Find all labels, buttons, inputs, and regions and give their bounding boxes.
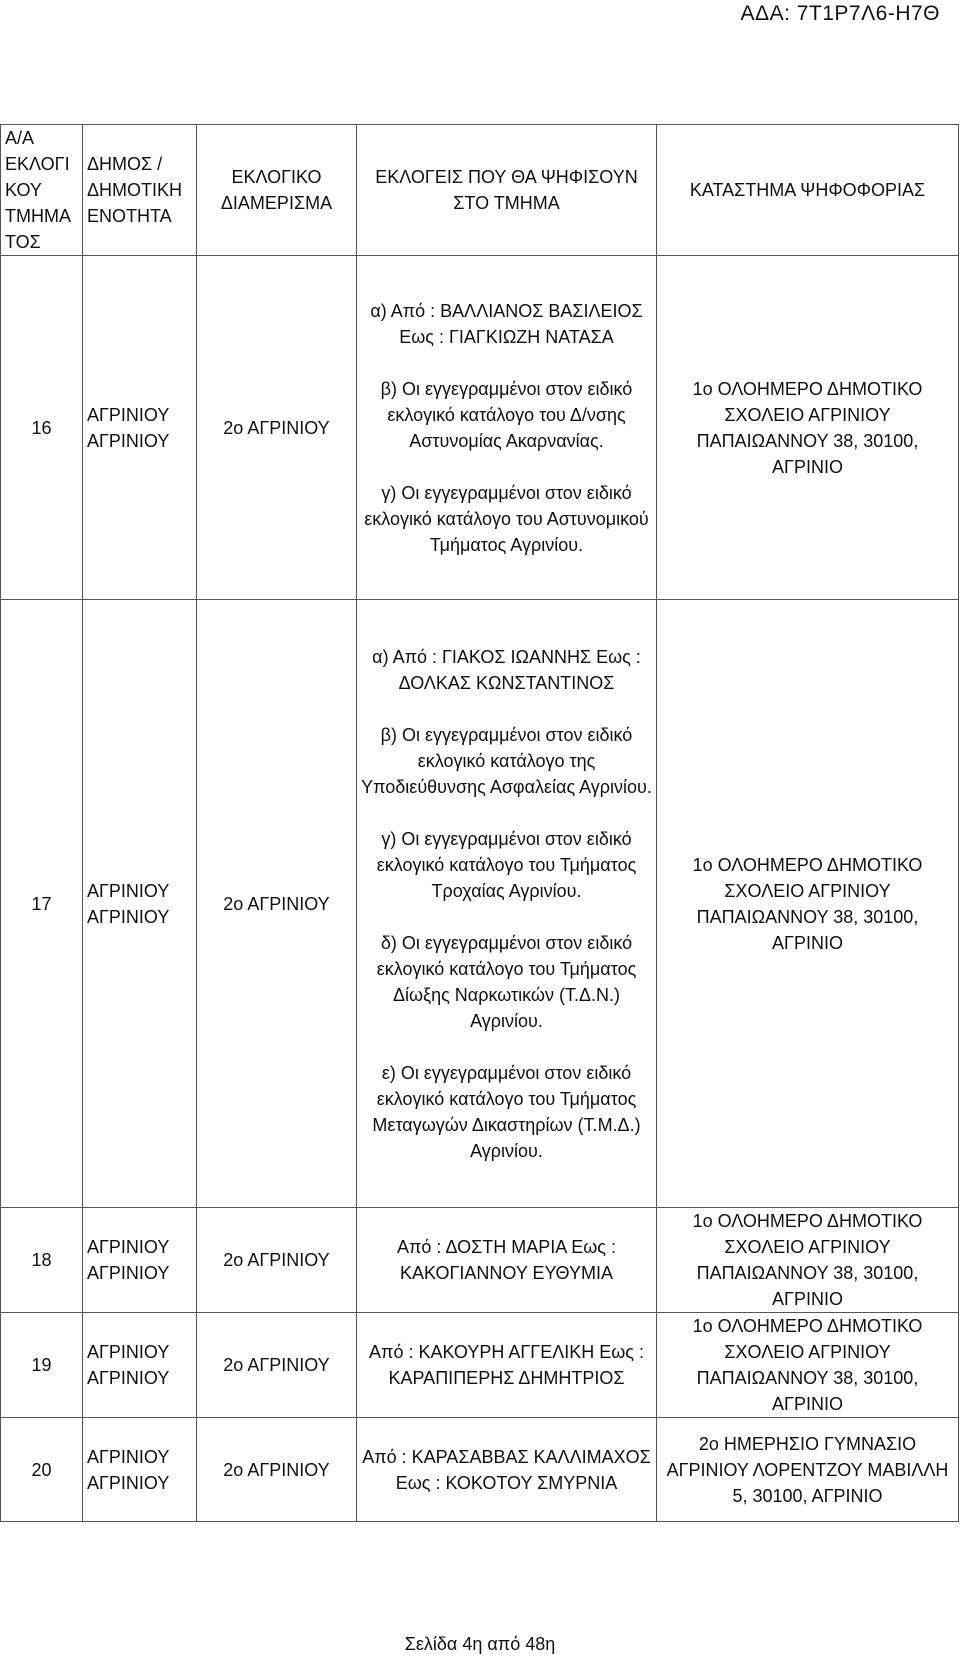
row-number: 19 [1, 1313, 83, 1418]
row-municipality: ΑΓΡΙΝΙΟΥ ΑΓΡΙΝΙΟΥ [83, 600, 197, 1208]
row-polling-station: 2ο ΗΜΕΡΗΣΙΟ ΓΥΜΝΑΣΙΟ ΑΓΡΙΝΙΟΥ ΛΟΡΕΝΤΖΟΥ ΜΑΒΙΛΛΗ 5, 30100, ΑΓΡΙΝΙΟ [657, 1418, 959, 1522]
table-row [1, 600, 959, 1208]
row-number: 18 [1, 1208, 83, 1313]
header-polling-station: ΚΑΤΑΣΤΗΜΑ ΨΗΦΟΦΟΡΙΑΣ [657, 125, 959, 256]
header-voters: ΕΚΛΟΓΕΙΣ ΠΟΥ ΘΑ ΨΗΦΙΣΟΥΝ ΣΤΟ ΤΜΗΜΑ [357, 125, 657, 256]
voter-group: γ) Οι εγγεγραμμένοι στον ειδικό εκλογικό κατάλογο του Τμήματος Τροχαίας Αγρινίου. [376, 828, 637, 901]
table-row [1, 1418, 959, 1522]
row-voters [357, 600, 657, 1208]
row-district: 2ο ΑΓΡΙΝΙΟΥ [197, 1418, 357, 1522]
row-district: 2ο ΑΓΡΙΝΙΟΥ [197, 1313, 357, 1418]
row-municipality: ΑΓΡΙΝΙΟΥ ΑΓΡΙΝΙΟΥ [83, 1313, 197, 1418]
row-polling-station: 1ο ΟΛΟΗΜΕΡΟ ΔΗΜΟΤΙΚΟ ΣΧΟΛΕΙΟ ΑΓΡΙΝΙΟΥ ΠΑΠΑΙΩΑΝΝΟΥ 38, 30100, ΑΓΡΙΝΙΟ [657, 1208, 959, 1313]
header-number: Α/Α ΕΚΛΟΓΙ ΚΟΥ ΤΜΗΜΑ ΤΟΣ [1, 125, 83, 256]
voter-group: ε) Οι εγγεγραμμένοι στον ειδικό εκλογικό κατάλογο του Τμήματος Μεταγωγών Δικαστηρίων (Τ.Μ.Δ.) Αγρινίου. [372, 1062, 641, 1161]
row-voters: Από : ΔΟΣΤΗ ΜΑΡΙΑ Εως : ΚΑΚΟΓΙΑΝΝΟΥ ΕΥΘΥΜΙΑ [357, 1208, 657, 1313]
voter-group: δ) Οι εγγεγραμμένοι στον ειδικό εκλογικό κατάλογο του Τμήματος Δίωξης Ναρκωτικών (Τ.Δ.Ν.) Αγρινίου. [376, 932, 637, 1031]
voter-group: γ) Οι εγγεγραμμένοι στον ειδικό εκλογικό κατάλογο του Αστυνομικού Τμήματος Αγρινίου. [364, 482, 649, 555]
row-number: 20 [1, 1418, 83, 1522]
row-municipality: ΑΓΡΙΝΙΟΥ ΑΓΡΙΝΙΟΥ [83, 256, 197, 600]
row-number: 17 [1, 600, 83, 1208]
document-code: ΑΔΑ: 7Τ1Ρ7Λ6-Η7Θ [740, 2, 940, 25]
row-district: 2ο ΑΓΡΙΝΙΟΥ [197, 1208, 357, 1313]
row-voters [357, 256, 657, 600]
page-number: Σελίδα 4η από 48η [404, 1634, 556, 1654]
row-polling-station: 1ο ΟΛΟΗΜΕΡΟ ΔΗΜΟΤΙΚΟ ΣΧΟΛΕΙΟ ΑΓΡΙΝΙΟΥ ΠΑΠΑΙΩΑΝΝΟΥ 38, 30100, ΑΓΡΙΝΙΟ [657, 1313, 959, 1418]
header-district: ΕΚΛΟΓΙΚΟ ΔΙΑΜΕΡΙΣΜΑ [197, 125, 357, 256]
row-polling-station: 1ο ΟΛΟΗΜΕΡΟ ΔΗΜΟΤΙΚΟ ΣΧΟΛΕΙΟ ΑΓΡΙΝΙΟΥ ΠΑΠΑΙΩΑΝΝΟΥ 38, 30100, ΑΓΡΙΝΙΟ [657, 256, 959, 600]
row-district: 2ο ΑΓΡΙΝΙΟΥ [197, 256, 357, 600]
row-district: 2ο ΑΓΡΙΝΙΟΥ [197, 600, 357, 1208]
row-municipality: ΑΓΡΙΝΙΟΥ ΑΓΡΙΝΙΟΥ [83, 1418, 197, 1522]
row-number: 16 [1, 256, 83, 600]
voter-group: β) Οι εγγεγραμμένοι στον ειδικό εκλογικό κατάλογο του Δ/νσης Αστυνομίας Ακαρνανίας. [380, 378, 633, 451]
voter-group: β) Οι εγγεγραμμένοι στον ειδικό εκλογικό κατάλογο της Υποδιεύθυνσης Ασφαλείας Αγρινίου. [361, 724, 652, 797]
row-polling-station: 1ο ΟΛΟΗΜΕΡΟ ΔΗΜΟΤΙΚΟ ΣΧΟΛΕΙΟ ΑΓΡΙΝΙΟΥ ΠΑΠΑΙΩΑΝΝΟΥ 38, 30100, ΑΓΡΙΝΙΟ [657, 600, 959, 1208]
row-voters: Από : ΚΑΡΑΣΑΒΒΑΣ ΚΑΛΛΙΜΑΧΟΣ Εως : ΚΟΚΟΤΟΥ ΣΜΥΡΝΙΑ [357, 1418, 657, 1522]
voter-group: α) Από : ΒΑΛΛΙΑΝΟΣ ΒΑΣΙΛΕΙΟΣ Εως : ΓΙΑΓΚΙΩΖΗ ΝΑΤΑΣΑ [370, 300, 643, 347]
row-municipality: ΑΓΡΙΝΙΟΥ ΑΓΡΙΝΙΟΥ [83, 1208, 197, 1313]
row-voters: Από : ΚΑΚΟΥΡΗ ΑΓΓΕΛΙΚΗ Εως : ΚΑΡΑΠΙΠΕΡΗΣ ΔΗΜΗΤΡΙΟΣ [357, 1313, 657, 1418]
header-row [1, 125, 959, 256]
voter-group: α) Από : ΓΙΑΚΟΣ ΙΩΑΝΝΗΣ Εως : ΔΟΛΚΑΣ ΚΩΝΣΤΑΝΤΙΝΟΣ [372, 646, 641, 693]
table-row [1, 256, 959, 600]
table-row [1, 1208, 959, 1313]
table-row [1, 1313, 959, 1418]
header-municipality: ΔΗΜΟΣ / ΔΗΜΟΤΙΚΗ ΕΝΟΤΗΤΑ [83, 125, 197, 256]
polling-table [0, 124, 959, 1522]
